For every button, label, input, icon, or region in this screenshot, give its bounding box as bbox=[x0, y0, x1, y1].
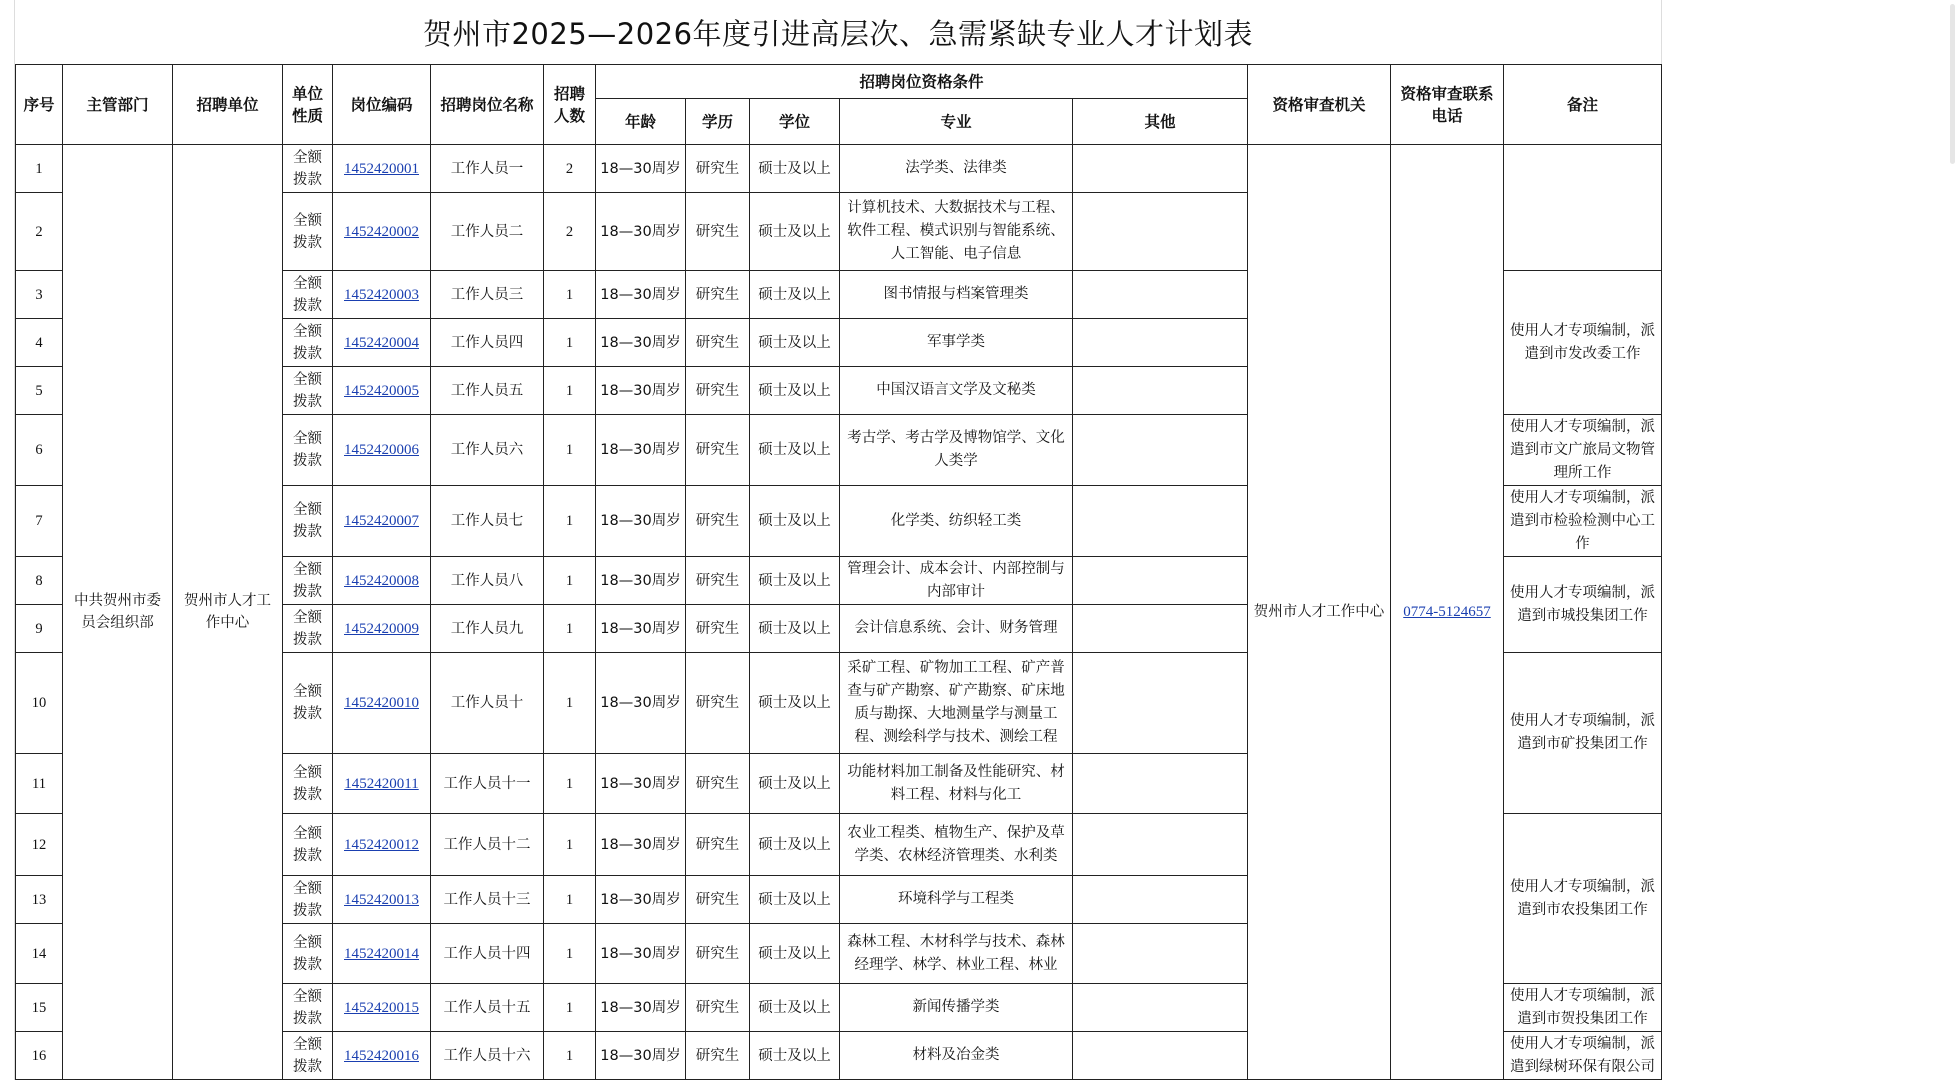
cell-note bbox=[1504, 145, 1662, 271]
cell-nature: 全额拨款 bbox=[283, 653, 333, 754]
cell-major: 会计信息系统、会计、财务管理 bbox=[840, 605, 1073, 653]
cell-position: 工作人员五 bbox=[431, 367, 544, 415]
vertical-scrollbar[interactable] bbox=[1944, 0, 1958, 1080]
cell-seq: 1 bbox=[16, 145, 63, 193]
cell-seq: 2 bbox=[16, 193, 63, 271]
cell-other bbox=[1073, 984, 1248, 1032]
cell-position: 工作人员十一 bbox=[431, 754, 544, 814]
cell-edu: 研究生 bbox=[686, 319, 750, 367]
cell-nature: 全额拨款 bbox=[283, 319, 333, 367]
cell-seq: 15 bbox=[16, 984, 63, 1032]
cell-edu: 研究生 bbox=[686, 557, 750, 605]
cell-major: 功能材料加工制备及性能研究、材料工程、材料与化工 bbox=[840, 754, 1073, 814]
cell-seq: 14 bbox=[16, 924, 63, 984]
cell-age: 18—30周岁 bbox=[596, 271, 686, 319]
cell-age: 18—30周岁 bbox=[596, 486, 686, 557]
cell-position: 工作人员一 bbox=[431, 145, 544, 193]
header-position: 招聘岗位名称 bbox=[431, 65, 544, 145]
cell-age: 18—30周岁 bbox=[596, 367, 686, 415]
header-count: 招聘人数 bbox=[544, 65, 596, 145]
document-sheet bbox=[14, 0, 1662, 1080]
cell-major: 计算机技术、大数据技术与工程、软件工程、模式识别与智能系统、人工智能、电子信息 bbox=[840, 193, 1073, 271]
cell-edu: 研究生 bbox=[686, 145, 750, 193]
cell-major: 中国汉语言文学及文秘类 bbox=[840, 367, 1073, 415]
cell-edu: 研究生 bbox=[686, 271, 750, 319]
cell-major: 采矿工程、矿物加工工程、矿产普查与矿产勘察、矿产勘察、矿床地质与勘探、大地测量学与测量工程、测绘科学与技术、测绘工程 bbox=[840, 653, 1073, 754]
cell-count: 1 bbox=[544, 754, 596, 814]
cell-code bbox=[333, 319, 431, 367]
cell-degree: 硕士及以上 bbox=[750, 814, 840, 876]
cell-age: 18—30周岁 bbox=[596, 754, 686, 814]
position-code-link[interactable]: 1452420009 bbox=[344, 620, 419, 637]
cell-age: 18—30周岁 bbox=[596, 319, 686, 367]
cell-edu: 研究生 bbox=[686, 605, 750, 653]
cell-seq: 8 bbox=[16, 557, 63, 605]
position-code-link[interactable]: 1452420004 bbox=[344, 334, 419, 351]
cell-nature: 全额拨款 bbox=[283, 876, 333, 924]
cell-age: 18—30周岁 bbox=[596, 605, 686, 653]
cell-degree: 硕士及以上 bbox=[750, 984, 840, 1032]
cell-seq: 7 bbox=[16, 486, 63, 557]
cell-dept: 中共贺州市委员会组织部 bbox=[63, 145, 173, 1080]
cell-nature: 全额拨款 bbox=[283, 814, 333, 876]
cell-major: 考古学、考古学及博物馆学、文化人类学 bbox=[840, 415, 1073, 486]
cell-degree: 硕士及以上 bbox=[750, 754, 840, 814]
cell-note: 使用人才专项编制，派遣到市贺投集团工作 bbox=[1504, 984, 1662, 1032]
cell-age: 18—30周岁 bbox=[596, 557, 686, 605]
cell-edu: 研究生 bbox=[686, 486, 750, 557]
cell-seq: 11 bbox=[16, 754, 63, 814]
cell-nature: 全额拨款 bbox=[283, 367, 333, 415]
cell-major: 法学类、法律类 bbox=[840, 145, 1073, 193]
cell-code bbox=[333, 984, 431, 1032]
phone-link[interactable]: 0774-5124657 bbox=[1403, 604, 1491, 620]
cell-edu: 研究生 bbox=[686, 814, 750, 876]
cell-degree: 硕士及以上 bbox=[750, 876, 840, 924]
cell-edu: 研究生 bbox=[686, 415, 750, 486]
cell-note: 使用人才专项编制，派遣到市农投集团工作 bbox=[1504, 814, 1662, 984]
header-age: 年龄 bbox=[596, 99, 686, 145]
header-edu: 学历 bbox=[686, 99, 750, 145]
cell-other bbox=[1073, 876, 1248, 924]
cell-major: 环境科学与工程类 bbox=[840, 876, 1073, 924]
header-nature: 单位性质 bbox=[283, 65, 333, 145]
cell-age: 18—30周岁 bbox=[596, 193, 686, 271]
position-code-link[interactable]: 1452420012 bbox=[344, 836, 419, 853]
cell-code bbox=[333, 1032, 431, 1080]
cell-edu: 研究生 bbox=[686, 1032, 750, 1080]
cell-unit: 贺州市人才工作中心 bbox=[173, 145, 283, 1080]
header-phone: 资格审查联系电话 bbox=[1391, 65, 1504, 145]
cell-seq: 4 bbox=[16, 319, 63, 367]
cell-count: 1 bbox=[544, 876, 596, 924]
cell-major: 图书情报与档案管理类 bbox=[840, 271, 1073, 319]
cell-count: 1 bbox=[544, 1032, 596, 1080]
cell-seq: 12 bbox=[16, 814, 63, 876]
cell-other bbox=[1073, 415, 1248, 486]
cell-degree: 硕士及以上 bbox=[750, 319, 840, 367]
cell-nature: 全额拨款 bbox=[283, 605, 333, 653]
scrollbar-thumb[interactable] bbox=[1950, 4, 1955, 164]
cell-degree: 硕士及以上 bbox=[750, 486, 840, 557]
cell-edu: 研究生 bbox=[686, 754, 750, 814]
cell-major: 森林工程、木材科学与技术、森林经理学、林学、林业工程、林业 bbox=[840, 924, 1073, 984]
recruitment-table bbox=[15, 64, 1662, 1080]
cell-degree: 硕士及以上 bbox=[750, 367, 840, 415]
cell-position: 工作人员十六 bbox=[431, 1032, 544, 1080]
cell-seq: 9 bbox=[16, 605, 63, 653]
cell-major: 新闻传播学类 bbox=[840, 984, 1073, 1032]
cell-other bbox=[1073, 319, 1248, 367]
cell-other bbox=[1073, 271, 1248, 319]
cell-code bbox=[333, 754, 431, 814]
position-code-link[interactable]: 1452420002 bbox=[344, 223, 419, 240]
cell-code bbox=[333, 486, 431, 557]
cell-seq: 10 bbox=[16, 653, 63, 754]
cell-count: 1 bbox=[544, 605, 596, 653]
cell-nature: 全额拨款 bbox=[283, 1032, 333, 1080]
header-reviewer: 资格审查机关 bbox=[1248, 65, 1391, 145]
cell-other bbox=[1073, 193, 1248, 271]
cell-nature: 全额拨款 bbox=[283, 145, 333, 193]
cell-reviewer: 贺州市人才工作中心 bbox=[1248, 145, 1391, 1080]
cell-seq: 13 bbox=[16, 876, 63, 924]
cell-count: 1 bbox=[544, 486, 596, 557]
cell-edu: 研究生 bbox=[686, 193, 750, 271]
cell-degree: 硕士及以上 bbox=[750, 924, 840, 984]
cell-note: 使用人才专项编制，派遣到市发改委工作 bbox=[1504, 271, 1662, 415]
cell-degree: 硕士及以上 bbox=[750, 1032, 840, 1080]
cell-phone bbox=[1391, 145, 1504, 1080]
cell-age: 18—30周岁 bbox=[596, 1032, 686, 1080]
cell-code bbox=[333, 814, 431, 876]
cell-edu: 研究生 bbox=[686, 367, 750, 415]
cell-code bbox=[333, 145, 431, 193]
cell-position: 工作人员十四 bbox=[431, 924, 544, 984]
position-code-link[interactable]: 1452420007 bbox=[344, 513, 419, 529]
cell-position: 工作人员四 bbox=[431, 319, 544, 367]
cell-edu: 研究生 bbox=[686, 984, 750, 1032]
table-body bbox=[16, 145, 1662, 1080]
cell-other bbox=[1073, 653, 1248, 754]
cell-code bbox=[333, 876, 431, 924]
cell-nature: 全额拨款 bbox=[283, 924, 333, 984]
cell-count: 2 bbox=[544, 145, 596, 193]
header-major: 专业 bbox=[840, 99, 1073, 145]
cell-major: 军事学类 bbox=[840, 319, 1073, 367]
cell-code bbox=[333, 557, 431, 605]
cell-degree: 硕士及以上 bbox=[750, 415, 840, 486]
cell-age: 18—30周岁 bbox=[596, 653, 686, 754]
cell-count: 2 bbox=[544, 193, 596, 271]
position-code-link[interactable]: 1452420014 bbox=[344, 945, 419, 962]
cell-position: 工作人员二 bbox=[431, 193, 544, 271]
cell-degree: 硕士及以上 bbox=[750, 271, 840, 319]
cell-nature: 全额拨款 bbox=[283, 415, 333, 486]
cell-major: 农业工程类、植物生产、保护及草学类、农林经济管理类、水利类 bbox=[840, 814, 1073, 876]
cell-note: 使用人才专项编制，派遣到市城投集团工作 bbox=[1504, 557, 1662, 653]
cell-age: 18—30周岁 bbox=[596, 924, 686, 984]
cell-seq: 3 bbox=[16, 271, 63, 319]
cell-edu: 研究生 bbox=[686, 653, 750, 754]
header-dept: 主管部门 bbox=[63, 65, 173, 145]
cell-major: 管理会计、成本会计、内部控制与内部审计 bbox=[840, 557, 1073, 605]
cell-note: 使用人才专项编制，派遣到市矿投集团工作 bbox=[1504, 653, 1662, 814]
cell-count: 1 bbox=[544, 814, 596, 876]
cell-position: 工作人员十五 bbox=[431, 984, 544, 1032]
cell-other bbox=[1073, 605, 1248, 653]
cell-other bbox=[1073, 557, 1248, 605]
position-code-link[interactable]: 1452420011 bbox=[344, 775, 419, 792]
cell-degree: 硕士及以上 bbox=[750, 605, 840, 653]
cell-edu: 研究生 bbox=[686, 924, 750, 984]
cell-other bbox=[1073, 924, 1248, 984]
position-code-link[interactable]: 1452420008 bbox=[344, 572, 419, 589]
position-code-link[interactable]: 1452420015 bbox=[344, 999, 419, 1016]
cell-position: 工作人员十三 bbox=[431, 876, 544, 924]
header-conditions: 招聘岗位资格条件 bbox=[596, 65, 1248, 99]
cell-position: 工作人员九 bbox=[431, 605, 544, 653]
cell-code bbox=[333, 924, 431, 984]
cell-count: 1 bbox=[544, 557, 596, 605]
cell-age: 18—30周岁 bbox=[596, 415, 686, 486]
position-code-link[interactable]: 1452420006 bbox=[344, 442, 419, 458]
cell-position: 工作人员七 bbox=[431, 486, 544, 557]
cell-degree: 硕士及以上 bbox=[750, 653, 840, 754]
cell-age: 18—30周岁 bbox=[596, 984, 686, 1032]
cell-count: 1 bbox=[544, 415, 596, 486]
cell-code bbox=[333, 605, 431, 653]
cell-degree: 硕士及以上 bbox=[750, 557, 840, 605]
cell-other bbox=[1073, 145, 1248, 193]
cell-seq: 6 bbox=[16, 415, 63, 486]
cell-other bbox=[1073, 814, 1248, 876]
cell-count: 1 bbox=[544, 319, 596, 367]
cell-seq: 16 bbox=[16, 1032, 63, 1080]
cell-nature: 全额拨款 bbox=[283, 271, 333, 319]
cell-position: 工作人员十二 bbox=[431, 814, 544, 876]
position-code-link[interactable]: 1452420013 bbox=[344, 891, 419, 908]
cell-other bbox=[1073, 1032, 1248, 1080]
cell-nature: 全额拨款 bbox=[283, 193, 333, 271]
position-code-link[interactable]: 1452420016 bbox=[344, 1047, 419, 1064]
cell-position: 工作人员八 bbox=[431, 557, 544, 605]
page-title: 贺州市2025—2026年度引进高层次、急需紧缺专业人才计划表 bbox=[422, 16, 1254, 51]
cell-position: 工作人员十 bbox=[431, 653, 544, 754]
cell-other bbox=[1073, 754, 1248, 814]
cell-note: 使用人才专项编制，派遣到市文广旅局文物管理所工作 bbox=[1504, 415, 1662, 486]
cell-age: 18—30周岁 bbox=[596, 814, 686, 876]
header-unit: 招聘单位 bbox=[173, 65, 283, 145]
cell-degree: 硕士及以上 bbox=[750, 145, 840, 193]
header-seq: 序号 bbox=[16, 65, 63, 145]
cell-code bbox=[333, 193, 431, 271]
cell-nature: 全额拨款 bbox=[283, 984, 333, 1032]
table-row bbox=[16, 145, 1662, 193]
cell-code bbox=[333, 271, 431, 319]
cell-major: 材料及冶金类 bbox=[840, 1032, 1073, 1080]
cell-age: 18—30周岁 bbox=[596, 876, 686, 924]
cell-nature: 全额拨款 bbox=[283, 486, 333, 557]
header-note: 备注 bbox=[1504, 65, 1662, 145]
cell-seq: 5 bbox=[16, 367, 63, 415]
cell-degree: 硕士及以上 bbox=[750, 193, 840, 271]
cell-count: 1 bbox=[544, 367, 596, 415]
cell-edu: 研究生 bbox=[686, 876, 750, 924]
cell-age: 18—30周岁 bbox=[596, 145, 686, 193]
cell-code bbox=[333, 415, 431, 486]
header-degree: 学位 bbox=[750, 99, 840, 145]
position-code-link[interactable]: 1452420001 bbox=[344, 160, 419, 177]
cell-position: 工作人员六 bbox=[431, 415, 544, 486]
cell-count: 1 bbox=[544, 924, 596, 984]
cell-major: 化学类、纺织轻工类 bbox=[840, 486, 1073, 557]
cell-code bbox=[333, 653, 431, 754]
cell-nature: 全额拨款 bbox=[283, 557, 333, 605]
cell-note: 使用人才专项编制，派遣到市检验检测中心工作 bbox=[1504, 486, 1662, 557]
position-code-link[interactable]: 1452420010 bbox=[344, 695, 419, 711]
cell-nature: 全额拨款 bbox=[283, 754, 333, 814]
cell-count: 1 bbox=[544, 271, 596, 319]
cell-count: 1 bbox=[544, 984, 596, 1032]
cell-position: 工作人员三 bbox=[431, 271, 544, 319]
position-code-link[interactable]: 1452420005 bbox=[344, 382, 419, 399]
cell-code bbox=[333, 367, 431, 415]
header-code: 岗位编码 bbox=[333, 65, 431, 145]
cell-other bbox=[1073, 486, 1248, 557]
header-other: 其他 bbox=[1073, 99, 1248, 145]
cell-count: 1 bbox=[544, 653, 596, 754]
cell-other bbox=[1073, 367, 1248, 415]
cell-note: 使用人才专项编制，派遣到绿树环保有限公司 bbox=[1504, 1032, 1662, 1080]
position-code-link[interactable]: 1452420003 bbox=[344, 286, 419, 303]
